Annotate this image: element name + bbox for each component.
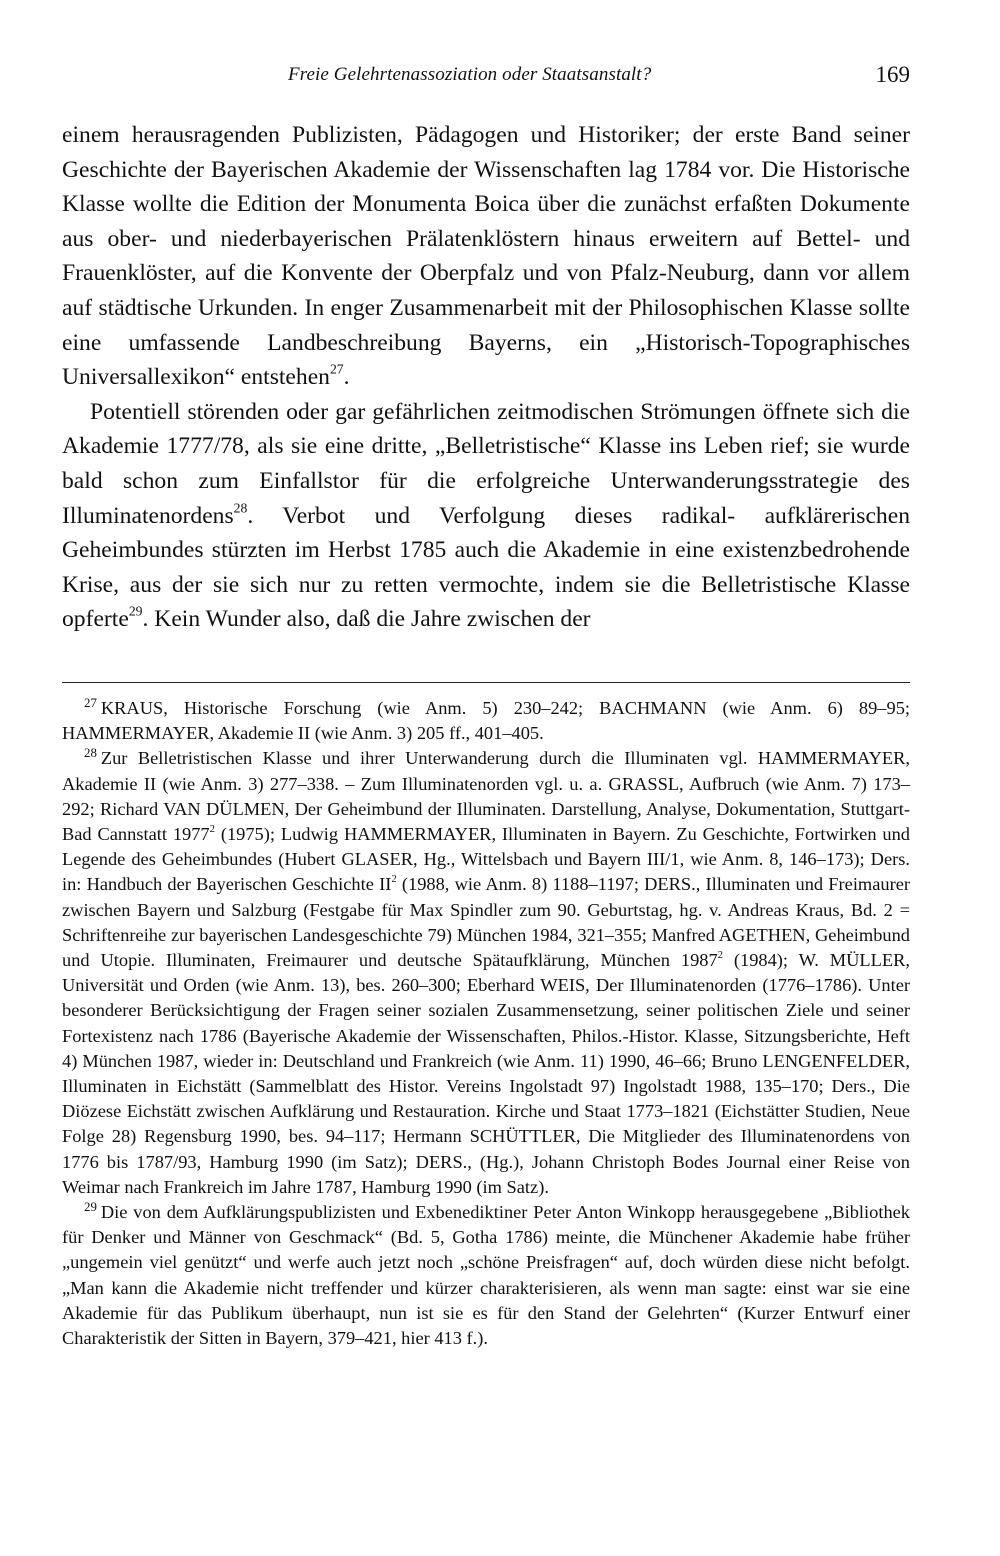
footnote-28-text-b: (1975); Ludwig HAMMERMAYER, Illuminaten in Bayern. Zu Geschichte, Fortwirken und Legende des Geheimbundes (Hubert GLASER, Hg., Wittelsbach und Bayern III/1, wie Anm. 8, 146–173); Ders. in: Handbuch der Bayerischen Geschichte II: [62, 824, 910, 895]
footnotes: [62, 696, 910, 1351]
footnote-ref-27: 27: [329, 361, 344, 377]
footnote-divider: [62, 682, 910, 683]
footnote-27-text: KRAUS, Historische Forschung (wie Anm. 5) 230–242; BACHMANN (wie Anm. 6) 89–95; HAMMERMAYER, Akademie II (wie Anm. 3) 205 ff., 401–405.: [62, 698, 910, 744]
edition-superscript: 2: [717, 949, 723, 962]
footnote-28-text-d: (1984); W. MÜLLER, Universität und Orden (wie Anm. 13), bes. 260–300; Eberhard WEIS, Der Illuminatenorden (1776–1786). Unter besonderer Berücksichtigung der Fragen seiner sozialen Zusammensetzung, seiner politischen Ziele und seiner Fortexistenz nach 1786 (Bayerische Akademie der Wissenschaften, Philos.-Histor. Klasse, Sitzungsberichte, Heft 4) München 1987, wieder in: Deutschland und Frankreich (wie Anm. 11) 1990, 46–66; Bruno LENGENFELDER, Illuminaten in Eichstätt (Sammelblatt des Histor. Vereins Ingolstadt 97) Ingolstadt 1988, 135–170; Ders., Die Diözese Eichstätt zwischen Aufklärung und Restauration. Kirche und Staat 1773–1821 (Eichstätter Studien, Neue Folge 28) Regensburg 1990, bes. 94–117; Hermann SCHÜTTLER, Die Mitglieder des Illuminatenordens von 1776 bis 1787/93, Hamburg 1990 (im Satz); DERS., (Hg.), Johann Christoph Bodes Journal einer Reise von Weimar nach Frankreich im Jahre 1787, Hamburg 1990 (im Satz).: [62, 950, 910, 1197]
footnote-27: [62, 696, 910, 746]
footnote-28: [62, 746, 910, 1200]
paragraph-2: [62, 395, 910, 637]
footnote-ref-28: 28: [233, 500, 248, 516]
running-title: Freie Gelehrtenassoziation oder Staatsanstalt?: [288, 64, 652, 85]
edition-superscript: 2: [209, 823, 215, 836]
footnote-28-text-c: (1988, wie Anm. 8) 1188–1197; DERS., Illuminaten und Freimaurer zwischen Bayern und Salzburg (Festgabe für Max Spindler zum 90. Geburtstag, hg. v. Andreas Kraus, Bd. 2 = Schriftenreihe zur bayerischen Landesgeschichte 79) München 1984, 321–355; Manfred AGETHEN, Geheimbund und Utopie. Illuminaten, Freimaurer und deutsche Spätaufklärung, München 1987: [62, 874, 911, 971]
paragraph-2-text-a: Potentiell störenden oder gar gefährlichen zeitmodischen Strömungen öffnete sich die Akademie 1777/78, als sie eine dritte, „Belletristische“ Klasse ins Leben rief; sie wurde bald schon zum Einfallstor für die erfolgreiche Unterwanderungsstrategie des Illuminatenordens: [62, 398, 910, 529]
paragraph-2-text-b: . Verbot und Verfolgung dieses radikal- aufklärerischen Geheimbundes stürzten im Herbst 1785 auch die Akademie in eine existenzbedrohende Krise, aus der sie sich nur zu retten vermochte, indem sie die Belletristische Klasse opferte: [62, 502, 910, 633]
footnote-29-text: Die von dem Aufklärungspublizisten und Exbenediktiner Peter Anton Winkopp herausgegebene „Bibliothek für Denker und Männer von Geschmack“ (Bd. 5, Gotha 1786) meinte, die Münchener Akademie habe früher „ungemein viel genützt“ und werfe auch jetzt noch „schöne Preisfragen“ auf, doch würden diese nicht befolgt. „Man kann die Akademie nicht treffender und kürzer charakterisieren, als wenn man sagte: einst war sie eine Akademie für das Publikum überhaupt, nun ist sie es für den Stand der Gelehrten“ (Kurzer Entwurf einer Charakteristik der Sitten in Bayern, 379–421, hier 413 f.).: [62, 1202, 910, 1349]
page-number: 169: [875, 62, 910, 87]
footnote-28-text-a: Zur Belletristischen Klasse und ihrer Unterwanderung durch die Illuminaten vgl. HAMMERMAYER, Akademie II (wie Anm. 3) 277–338. – Zum Illuminatenorden vgl. u. a. GRASSL, Aufbruch (wie Anm. 7) 173–292; Richard VAN DÜLMEN, Der Geheimbund der Illuminaten. Darstellung, Analyse, Dokumentation, Stuttgart-Bad Cannstatt 1977: [62, 748, 910, 845]
paragraph-1-text: einem herausragenden Publizisten, Pädagogen und Historiker; der erste Band seiner Geschichte der Bayerischen Akademie der Wissenschaften lag 1784 vor. Die Historische Klasse wollte die Edition der Monumenta Boica über die zunächst erfaßten Dokumente aus ober- und niederbayerischen Prälatenklöstern hinaus erweitern auf Bettel- und Frauenklöster, auf die Konvente der Oberpfalz und von Pfalz-Neuburg, dann vor allem auf städtische Urkunden. In enger Zusammenarbeit mit der Philosophischen Klasse sollte eine umfassende Landbeschreibung Bayerns, ein „Historisch-Topographisches Universallexikon“ entstehen: [62, 122, 910, 391]
paragraph-2-text-c: . Kein Wunder also, daß die Jahre zwischen der: [142, 606, 591, 633]
footnote-number-28: 28: [84, 746, 97, 761]
running-head: [62, 64, 910, 92]
footnote-number-29: 29: [84, 1199, 97, 1214]
edition-superscript: 2: [391, 873, 397, 886]
paragraph-1: [62, 118, 910, 395]
main-text: [62, 118, 910, 637]
paragraph-1-end: .: [343, 364, 350, 391]
footnote-ref-29: 29: [128, 604, 143, 620]
footnote-29: [62, 1200, 910, 1351]
footnote-number-27: 27: [84, 695, 97, 710]
